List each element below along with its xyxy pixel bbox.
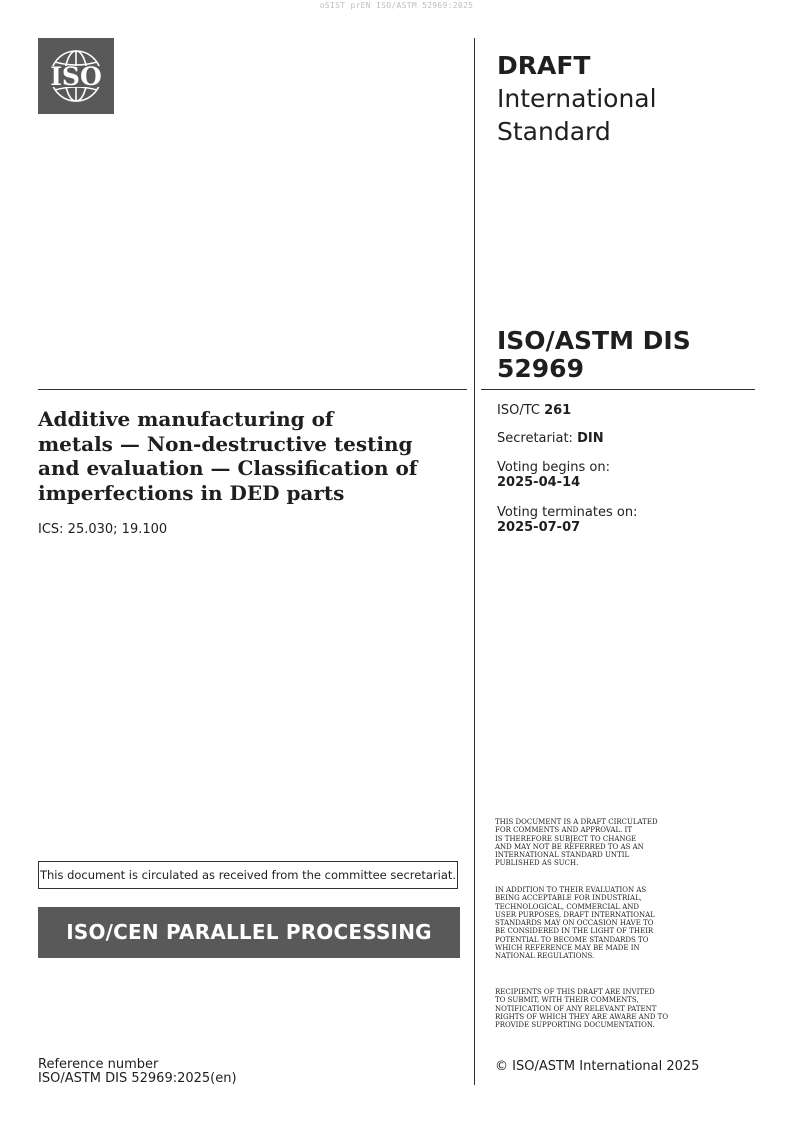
disclaimer-line: PROVIDE SUPPORTING DOCUMENTATION. — [495, 1021, 655, 1030]
disclaimer-line: WHICH REFERENCE MAY BE MADE IN — [495, 944, 640, 953]
disclaimer-line: INTERNATIONAL STANDARD UNTIL — [495, 851, 630, 860]
title-line: metals — Non-destructive testing — [38, 431, 413, 456]
document-number — [497, 327, 757, 383]
disclaimer-line: IN ADDITION TO THEIR EVALUATION AS — [495, 886, 647, 894]
voting-terminates — [497, 505, 637, 535]
tc-label: ISO/TC — [497, 403, 545, 418]
horizontal-divider-right — [481, 389, 755, 390]
disclaimer-line: IS THEREFORE SUBJECT TO CHANGE — [495, 834, 637, 843]
disclaimer-line: RECIPIENTS OF THIS DRAFT ARE INVITED — [495, 988, 655, 996]
status-standard: Standard — [497, 117, 611, 146]
disclaimer-line: TECHNOLOGICAL, COMMERCIAL AND — [495, 902, 640, 911]
disclaimer-line: FOR COMMENTS AND APPROVAL. IT — [495, 826, 632, 835]
disclaimer-line: AND MAY NOT BE REFERRED TO AS AN — [495, 842, 644, 851]
document-number-line2: 52969 — [497, 354, 584, 383]
watermark: oSIST prEN ISO/ASTM 52969:2025 — [319, 1, 474, 10]
secretariat-value: DIN — [577, 431, 604, 446]
voting-begins-date: 2025-04-14 — [497, 475, 581, 490]
disclaimer-line: PUBLISHED AS SUCH. — [495, 859, 579, 868]
title-line: Additive manufacturing of — [38, 407, 334, 431]
iso-logo-svg — [38, 38, 114, 114]
title-line: imperfections in DED parts — [38, 480, 345, 505]
reference-value: ISO/ASTM DIS 52969:2025(en) — [38, 1071, 237, 1086]
reference-number — [38, 1058, 237, 1086]
disclaimer-line: BE CONSIDERED IN THE LIGHT OF THEIR — [495, 927, 654, 936]
vertical-divider — [474, 38, 475, 1085]
document-status — [497, 49, 757, 148]
voting-begins — [497, 460, 610, 490]
technical-committee — [497, 403, 571, 418]
title-line: and evaluation — Classification of — [38, 456, 418, 480]
horizontal-divider-left — [38, 389, 467, 390]
disclaimer-paragraph-3 — [495, 988, 705, 1029]
disclaimer-line: RIGHTS OF WHICH THEY ARE AWARE AND TO — [495, 1012, 669, 1021]
document-title — [38, 407, 458, 505]
iso-globe-logo-icon — [38, 38, 114, 114]
disclaimer-paragraph-2 — [495, 886, 705, 961]
copyright: © ISO/ASTM International 2025 — [495, 1059, 700, 1074]
disclaimer-line: POTENTIAL TO BECOME STANDARDS TO — [495, 935, 649, 944]
voting-ends-label: Voting terminates on: — [497, 505, 638, 520]
voting-ends-date: 2025-07-07 — [497, 520, 581, 535]
disclaimer-line: NOTIFICATION OF ANY RELEVANT PATENT — [495, 1004, 657, 1013]
document-number-line1: ISO/ASTM DIS — [497, 326, 691, 355]
status-international: International — [497, 84, 657, 113]
parallel-processing-banner: ISO/CEN PARALLEL PROCESSING — [38, 907, 460, 958]
secretariat — [497, 431, 604, 446]
reference-label: Reference number — [38, 1057, 159, 1072]
disclaimer-line: STANDARDS MAY ON OCCASION HAVE TO — [495, 919, 654, 928]
ics-codes: ICS: 25.030; 19.100 — [38, 522, 168, 537]
status-draft: DRAFT — [497, 51, 591, 80]
disclaimer-paragraph-1 — [495, 818, 705, 868]
disclaimer-line: THIS DOCUMENT IS A DRAFT CIRCULATED — [495, 818, 658, 826]
disclaimer-line: USER PURPOSES, DRAFT INTERNATIONAL — [495, 910, 655, 919]
secretariat-label: Secretariat: — [497, 431, 578, 446]
disclaimer-line: TO SUBMIT, WITH THEIR COMMENTS, — [495, 996, 639, 1005]
logo-text: ISO — [50, 62, 102, 91]
tc-value: 261 — [544, 403, 572, 418]
disclaimer-line: NATIONAL REGULATIONS. — [495, 952, 595, 961]
voting-begins-label: Voting begins on: — [497, 460, 611, 475]
disclaimer-line: BEING ACCEPTABLE FOR INDUSTRIAL, — [495, 894, 642, 903]
circulation-notice: This document is circulated as received from the committee secretariat. — [38, 861, 458, 889]
